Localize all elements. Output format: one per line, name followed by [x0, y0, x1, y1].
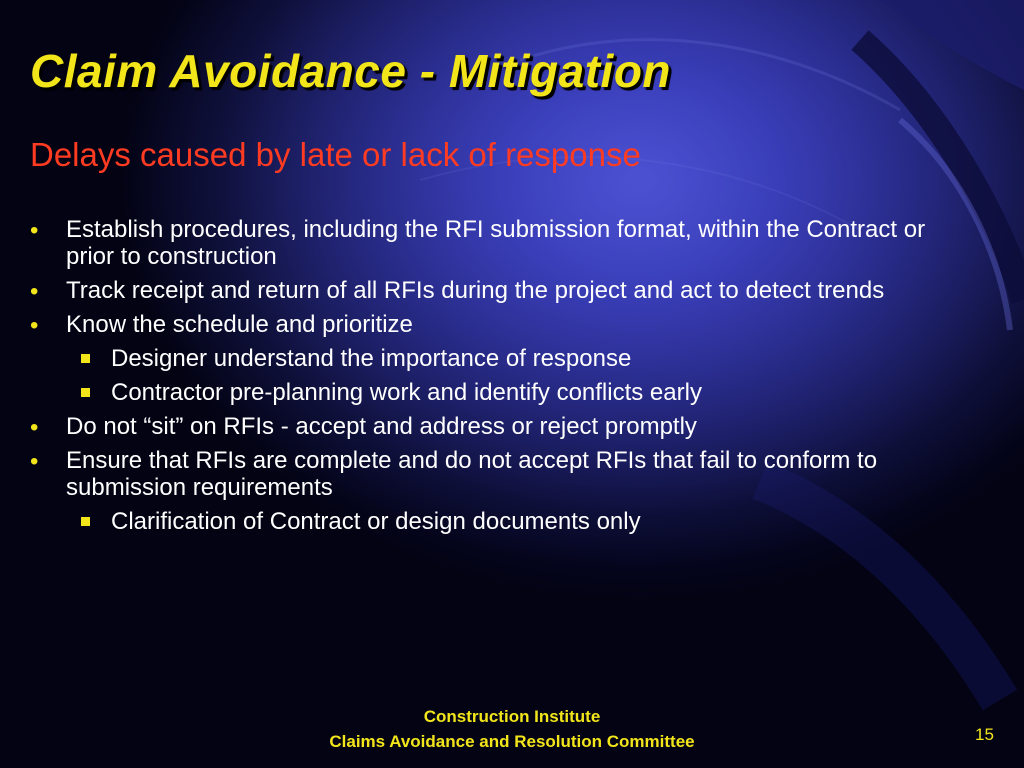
bullet-dot-icon: •: [30, 278, 39, 305]
page-number: 15: [975, 725, 994, 744]
bullet-text: Do not “sit” on RFIs - accept and address or reject promptly: [66, 413, 697, 440]
bullet-item: [30, 216, 960, 270]
sub-bullet-item: [30, 379, 960, 406]
bullet-item: [30, 277, 960, 304]
bullet-dot-icon: •: [30, 217, 39, 244]
bullet-dot-icon: •: [30, 312, 39, 339]
sub-bullet-item: [30, 508, 960, 535]
bullet-square-icon: [81, 517, 90, 526]
bullet-text: Know the schedule and prioritize: [66, 311, 413, 338]
bullet-text: Ensure that RFIs are complete and do not accept RFIs that fail to conform to submission requirements: [66, 447, 878, 501]
bullet-item: [30, 413, 960, 440]
bullet-item: [30, 447, 960, 501]
bullet-dot-icon: •: [30, 448, 39, 475]
slide-subtitle: Delays caused by late or lack of response: [30, 136, 641, 173]
bullet-text: Track receipt and return of all RFIs during the project and act to detect trends: [66, 277, 885, 304]
footer-committee: Claims Avoidance and Resolution Committee: [329, 732, 695, 751]
bullet-dot-icon: •: [30, 414, 39, 441]
bullet-square-icon: [81, 388, 90, 397]
slide-footer: [0, 704, 1024, 754]
bullet-list: [30, 216, 960, 542]
bullet-item: [30, 311, 960, 338]
bullet-text: Establish procedures, including the RFI submission format, within the Contract or prior to construction: [66, 216, 926, 270]
sub-bullet-text: Designer understand the importance of response: [111, 345, 632, 372]
footer-organization: Construction Institute: [423, 707, 601, 726]
sub-bullet-text: Contractor pre-planning work and identify conflicts early: [111, 379, 702, 406]
sub-bullet-item: [30, 345, 960, 372]
bullet-square-icon: [81, 354, 90, 363]
slide-title: Claim Avoidance - Mitigation: [30, 45, 672, 97]
sub-bullet-text: Clarification of Contract or design documents only: [111, 508, 641, 535]
